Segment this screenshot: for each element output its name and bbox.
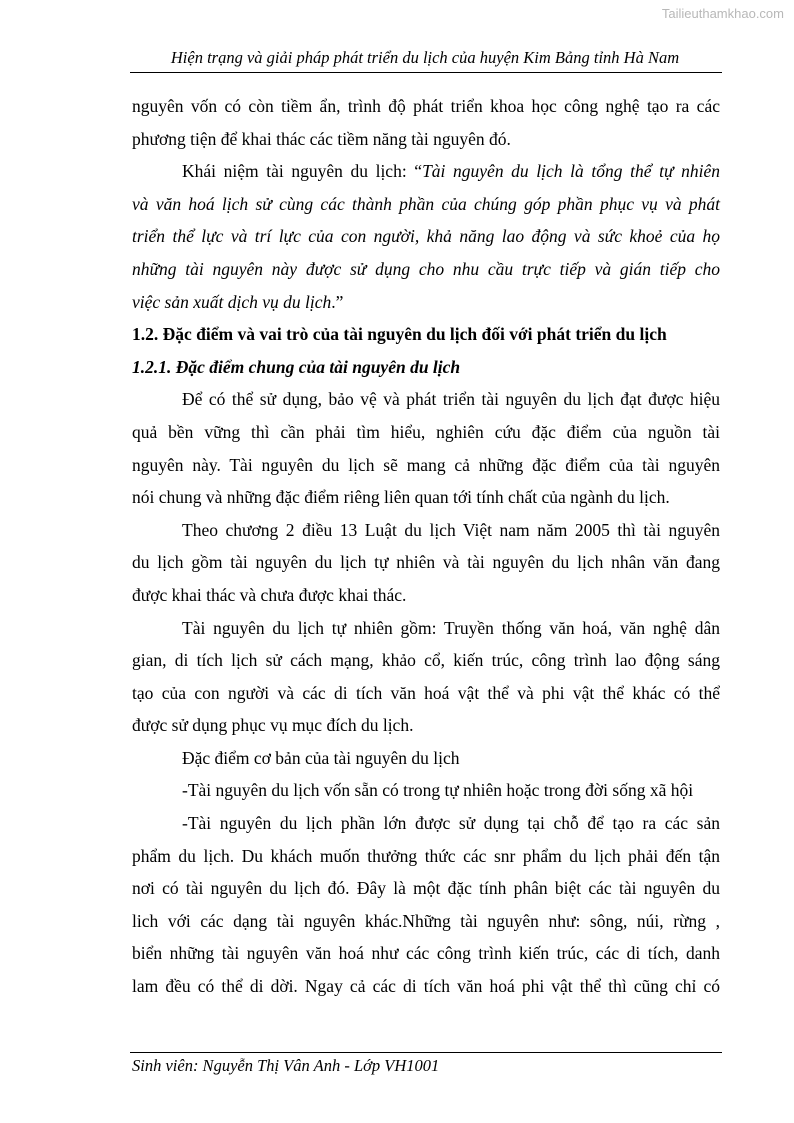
- definition-close: .”: [331, 291, 344, 312]
- header-divider: [130, 72, 722, 73]
- text-line: lich với các dạng tài nguyên khác.Những tài nguyên như: sông, núi, rừng ,: [132, 910, 720, 931]
- definition-line: [132, 155, 720, 188]
- text-line: Tài nguyên du lịch tự nhiên gồm: Truyền thống văn hoá, văn nghệ dân: [182, 617, 720, 638]
- text-line: Theo chương 2 điều 13 Luật du lịch Việt nam năm 2005 thì tài nguyên: [182, 519, 720, 540]
- text-line: gian, di tích lịch sử cách mạng, khảo cổ, kiến trúc, công trình lao động sáng: [132, 650, 720, 671]
- definition-line: những tài nguyên này được sử dụng cho nhu cầu trực tiếp và gián tiếp cho: [132, 258, 720, 279]
- text-line: quả bền vững thì cần phải tìm hiểu, nghiên cứu đặc điểm của nguồn tài: [132, 421, 720, 442]
- section-heading: 1.2. Đặc điểm và vai trò của tài nguyên du lịch đối với phát triển du lịch: [132, 324, 667, 345]
- text-line: biển những tài nguyên văn hoá như các công trình kiến trúc, các di tích, danh: [132, 943, 720, 964]
- definition-line: triển thể lực và trí lực của con người, khả năng lao động và sức khoẻ của họ: [132, 226, 720, 247]
- text-line: tạo của con người và các di tích văn hoá vật thể và phi vật thể khác có thể: [132, 682, 720, 703]
- watermark: Tailieuthamkhao.com: [661, 6, 784, 21]
- definition-lead: Khái niệm tài nguyên du lịch: “: [182, 161, 423, 182]
- text-line: -Tài nguyên du lịch vốn sẵn có trong tự nhiên hoặc trong đời sống xã hội: [182, 780, 694, 801]
- text-line: nguyên này. Tài nguyên du lịch sẽ mang cả những đặc điểm của tài nguyên: [132, 454, 720, 475]
- text-line: Để có thể sử dụng, bảo vệ và phát triển tài nguyên du lịch đạt được hiệu: [182, 389, 720, 410]
- text-line: lam đều có thể di dời. Ngay cả các di tích văn hoá phi vật thể thì cũng chỉ có: [132, 976, 720, 997]
- definition-quote: Tài nguyên du lịch là tổng thể tự nhiên: [422, 161, 720, 182]
- definition-quote: việc sản xuất dịch vụ du lịch: [132, 291, 332, 312]
- text-line: phương tiện để khai thác các tiềm năng tài nguyên đó.: [132, 128, 511, 149]
- text-line: được khai thác và chưa được khai thác.: [132, 584, 407, 605]
- text-line: du lịch gồm tài nguyên du lịch tự nhiên và tài nguyên du lịch nhân văn đang: [132, 552, 720, 573]
- subsection-heading: 1.2.1. Đặc điểm chung của tài nguyên du lịch: [132, 356, 461, 377]
- text-line: -Tài nguyên du lịch phần lớn được sử dụng tại chỗ để tạo ra các sản: [182, 813, 720, 834]
- text-line: nguyên vốn có còn tiềm ẩn, trình độ phát triển khoa học công nghệ tạo ra các: [132, 96, 720, 116]
- text-line: phẩm du lịch. Du khách muốn thưởng thức các snr phẩm du lịch phải đến tận: [132, 845, 720, 866]
- footer-divider: [130, 1052, 722, 1053]
- definition-line: và văn hoá lịch sử cùng các thành phần của chúng góp phần phục vụ và phát: [132, 193, 720, 214]
- text-line: nói chung và những đặc điểm riêng liên quan tới tính chất của ngành du lịch.: [132, 487, 670, 508]
- page-body: [132, 90, 720, 1003]
- definition-line: [132, 286, 720, 319]
- text-line: được sử dụng phục vụ mục đích du lịch.: [132, 715, 414, 736]
- running-footer: Sinh viên: Nguyễn Thị Vân Anh - Lớp VH1001: [132, 1056, 440, 1075]
- text-line: Đặc điểm cơ bản của tài nguyên du lịch: [182, 747, 460, 768]
- text-line: nơi có tài nguyên du lịch đó. Đây là một đặc tính phân biệt các tài nguyên du: [132, 878, 720, 899]
- running-header: Hiện trạng và giải pháp phát triển du lịch của huyện Kim Bảng tỉnh Hà Nam: [170, 48, 680, 67]
